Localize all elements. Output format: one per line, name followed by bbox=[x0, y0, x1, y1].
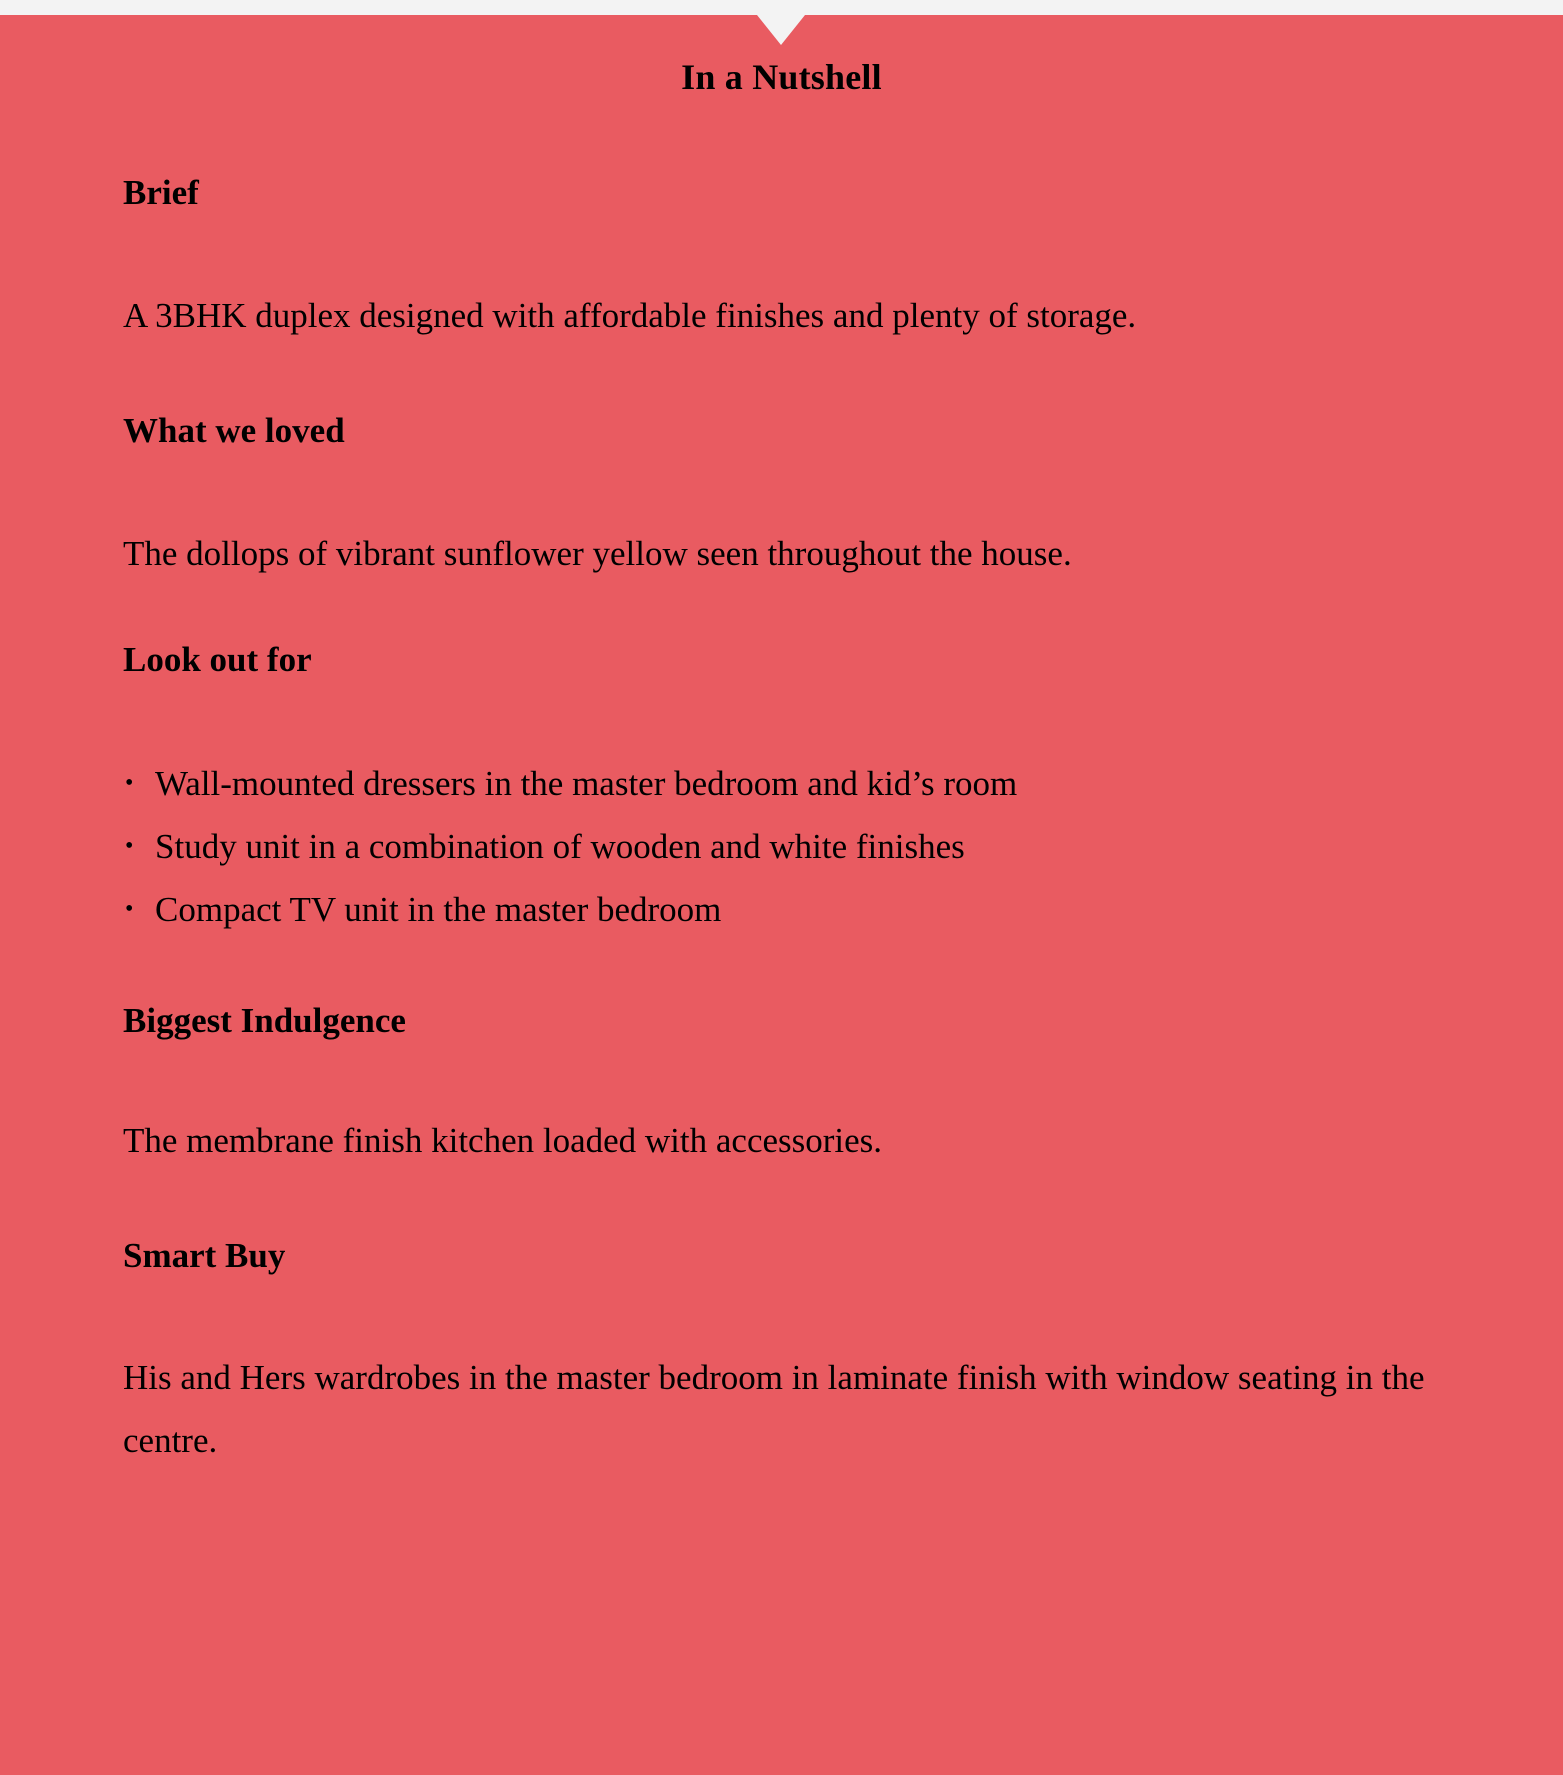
list-item-text: Wall-mounted dressers in the master bedroom and kid’s room bbox=[155, 764, 1018, 803]
smartbuy-heading: Smart Buy bbox=[123, 1236, 286, 1275]
list-item bbox=[123, 815, 1017, 878]
brief-heading: Brief bbox=[123, 173, 199, 212]
smartbuy-text: His and Hers wardrobes in the master bedroom in laminate finish with window seating in the centre. bbox=[123, 1358, 1425, 1460]
bullet-icon: • bbox=[125, 896, 134, 922]
indulgence-text: The membrane finish kitchen loaded with accessories. bbox=[123, 1121, 883, 1160]
indulgence-heading: Biggest Indulgence bbox=[123, 1001, 406, 1040]
loved-text: The dollops of vibrant sunflower yellow seen throughout the house. bbox=[123, 534, 1072, 573]
card-title: In a Nutshell bbox=[681, 57, 882, 97]
bullet-icon: • bbox=[125, 833, 134, 859]
list-item bbox=[123, 752, 1017, 815]
list-item-text: Study unit in a combination of wooden and white finishes bbox=[155, 827, 965, 866]
pointer-notch bbox=[757, 15, 805, 45]
lookout-list bbox=[123, 752, 1017, 941]
brief-text: A 3BHK duplex designed with affordable finishes and plenty of storage. bbox=[123, 296, 1137, 335]
bullet-icon: • bbox=[125, 770, 134, 796]
loved-heading: What we loved bbox=[123, 411, 345, 450]
list-item-text: Compact TV unit in the master bedroom bbox=[155, 890, 722, 929]
lookout-heading: Look out for bbox=[123, 640, 312, 679]
list-item bbox=[123, 878, 1017, 941]
